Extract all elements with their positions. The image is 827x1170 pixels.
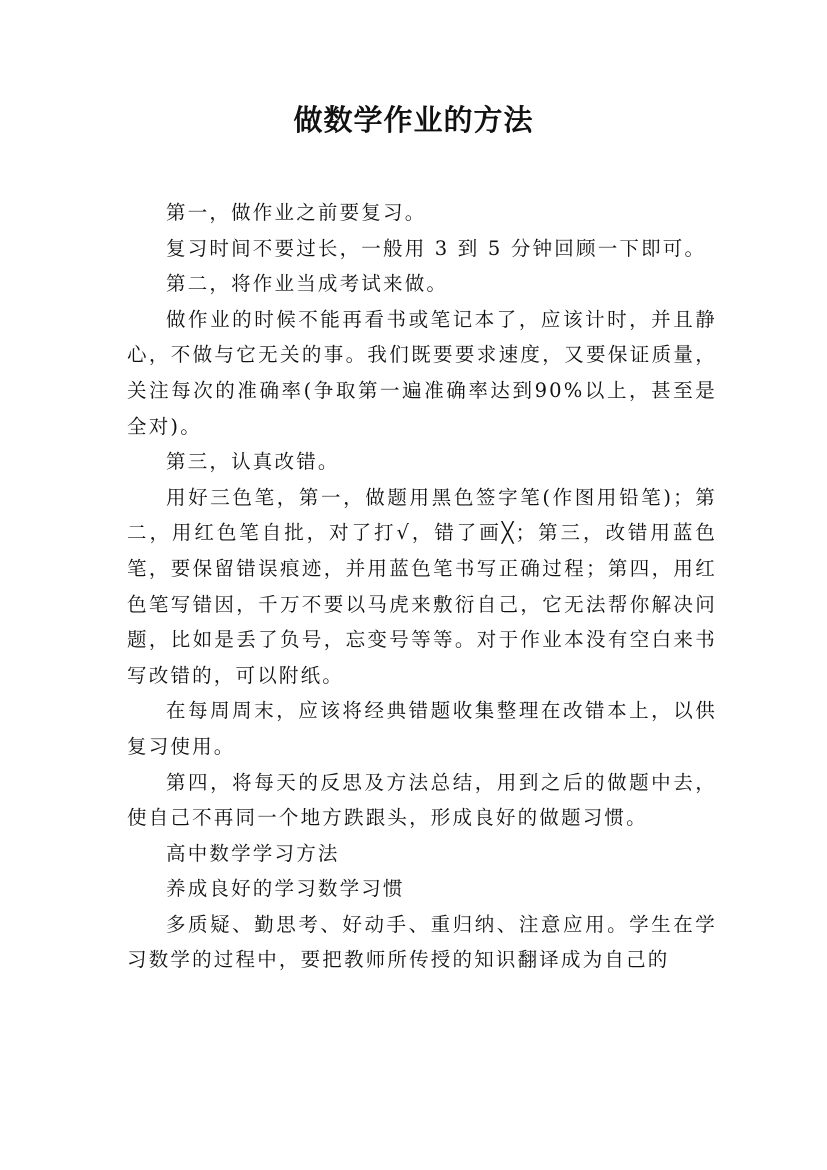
paragraph: 在每周周末，应该将经典错题收集整理在改错本上，以供复习使用。 — [127, 699, 717, 758]
paragraph: 用好三色笔，第一，做题用黑色签字笔(作图用铅笔)；第二，用红色笔自批，对了打√，错了画╳；第三，改错用蓝色笔，要保留错误痕迹，并用蓝色笔书写正确过程；第四，用红色笔写错因，千万不要以马虎来敷衍自己，它无法帮你解决问题，比如是丢了负号，忘变号等等。对于作业本没有空白来书写改错的，可以附纸。 — [127, 485, 717, 687]
paragraph: 高中数学学习方法 — [166, 841, 340, 865]
paragraph: 第二，将作业当成考试来做。 — [166, 272, 449, 296]
paragraph: 第四，将每天的反思及方法总结，用到之后的做题中去，使自己不再同一个地方跌跟头，形成良好的做题习惯。 — [127, 770, 717, 830]
paragraph: 多质疑、勤思考、好动手、重归纳、注意应用。学生在学习数学的过程中，要把教师所传授的知识翻译成为自己的 — [127, 912, 717, 972]
paragraph: 复习时间不要过长，一般用 3 到 5 分钟回顾一下即可。 — [166, 236, 707, 260]
paragraph: 第一，做作业之前要复习。 — [166, 201, 427, 224]
paragraph: 做作业的时候不能再看书或笔记本了，应该计时，并且静心，不做与它无关的事。我们既要要求速度，又要保证质量，关注每次的准确率(争取第一遍准确率达到90%以上，甚至是全对)。 — [127, 307, 717, 438]
document-body — [127, 195, 717, 978]
paragraph: 养成良好的学习数学习惯 — [166, 877, 405, 901]
document-title: 做数学作业的方法 — [293, 103, 534, 137]
paragraph: 第三，认真改错。 — [166, 450, 340, 474]
